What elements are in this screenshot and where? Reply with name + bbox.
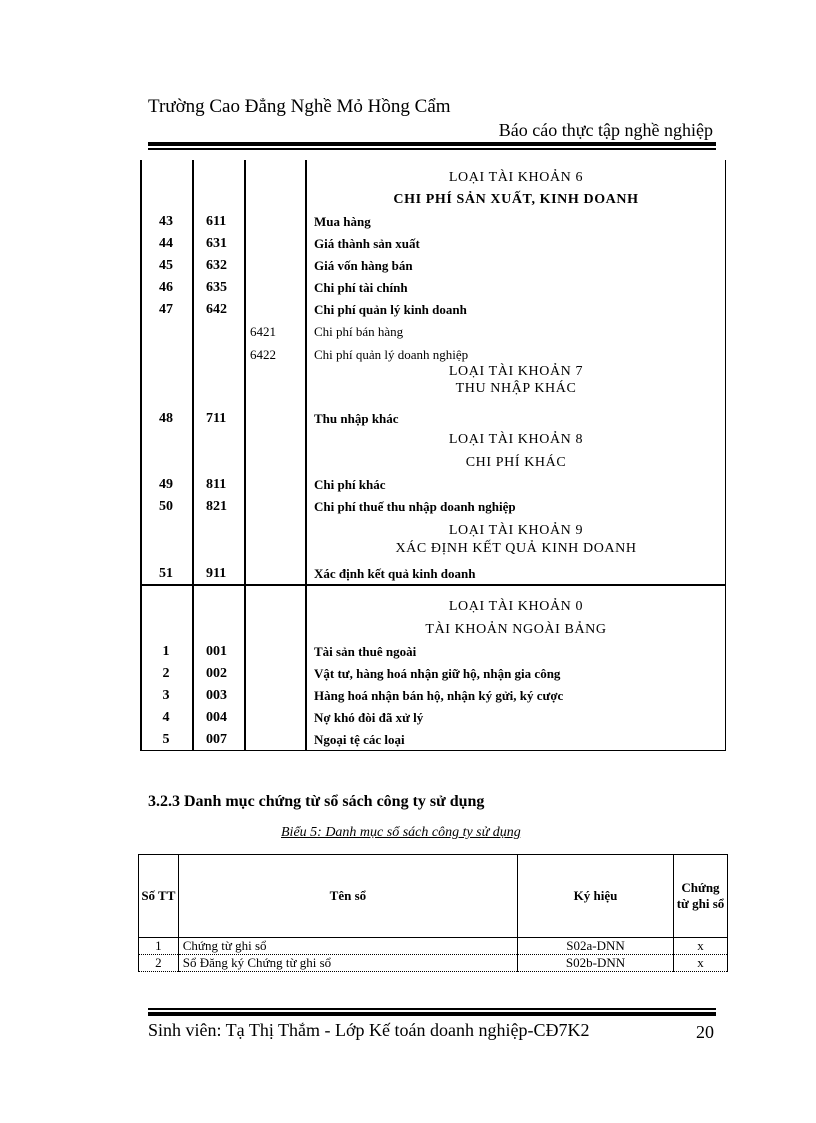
account-name: Chi phí quản lý doanh nghiệp <box>314 347 469 362</box>
account-code: 911 <box>206 566 227 581</box>
report-title: Báo cáo thực tập nghề nghiệp <box>498 120 713 140</box>
account-code: 821 <box>206 499 227 514</box>
table-row <box>140 280 726 300</box>
page-number: 20 <box>696 1022 714 1042</box>
row-number: 5 <box>162 732 170 747</box>
table-row <box>140 566 726 584</box>
account-name: Giá thành sản xuất <box>314 236 420 251</box>
account-code: 611 <box>206 214 227 229</box>
book-stt: 2 <box>139 955 179 972</box>
table-row <box>140 258 726 278</box>
row-number: 4 <box>162 710 170 725</box>
table-row <box>140 644 726 664</box>
table-header-row <box>139 855 728 938</box>
row-number: 48 <box>159 411 173 426</box>
account-name: Hàng hoá nhận bán hộ, nhận ký gửi, ký cược <box>314 688 564 703</box>
footer-rule-thin <box>148 1008 716 1010</box>
account-code: 004 <box>206 710 227 725</box>
row-number: 2 <box>162 666 170 681</box>
table-row <box>140 236 726 256</box>
row-number: 47 <box>159 302 173 317</box>
account-name: Ngoại tệ các loại <box>314 732 405 747</box>
row-number: 46 <box>159 280 173 295</box>
account-code: 002 <box>206 666 227 681</box>
section-title: LOẠI TÀI KHOẢN 0 <box>448 599 584 614</box>
account-name: Giá vốn hàng bán <box>314 258 413 273</box>
book-name: Chứng từ ghi sổ <box>178 938 517 955</box>
section-subtitle: XÁC ĐỊNH KẾT QUẢ KINH DOANH <box>395 541 637 556</box>
footer-rule-thick <box>148 1012 716 1016</box>
row-number: 44 <box>159 236 173 251</box>
table-row <box>139 955 728 972</box>
row-separator <box>140 584 726 586</box>
table-caption: Biểu 5: Danh mục sổ sách công ty sử dụng <box>281 825 521 840</box>
account-name: Xác định kết quả kinh doanh <box>314 566 476 581</box>
book-code: S02b-DNN <box>518 955 674 972</box>
table-row <box>140 214 726 234</box>
student-footer: Sinh viên: Tạ Thị Thắm - Lớp Kế toán doanh nghiệp-CĐ7K2 <box>148 1020 590 1040</box>
header-doc: Chứng từ ghi sổ <box>673 855 727 938</box>
book-stt: 1 <box>139 938 179 955</box>
table-row <box>140 302 726 322</box>
account-code: 711 <box>206 411 227 426</box>
header-rule-thin <box>148 148 716 150</box>
section-subtitle: CHI PHÍ SẢN XUẤT, KINH DOANH <box>393 192 639 207</box>
row-number: 1 <box>162 644 170 659</box>
header-rule-thick <box>148 142 716 146</box>
table-row <box>140 710 726 730</box>
books-table <box>138 854 728 972</box>
sub-account-code: 6421 <box>250 324 276 339</box>
account-code: 001 <box>206 644 227 659</box>
account-name: Mua hàng <box>314 214 371 229</box>
row-number: 43 <box>159 214 173 229</box>
account-name: Nợ khó đòi đã xử lý <box>314 710 424 725</box>
table-row <box>139 938 728 955</box>
book-mark: x <box>673 938 727 955</box>
account-code: 631 <box>206 236 227 251</box>
section-title: LOẠI TÀI KHOẢN 7 <box>448 364 584 379</box>
section-subtitle: CHI PHÍ KHÁC <box>465 455 567 470</box>
account-name: Chi phí bán hàng <box>314 324 404 339</box>
row-number: 3 <box>162 688 170 703</box>
table-row <box>140 688 726 708</box>
row-number: 51 <box>159 566 173 581</box>
table-row <box>140 732 726 750</box>
account-code: 811 <box>206 477 227 492</box>
header-code: Ký hiệu <box>518 855 674 938</box>
account-name: Chi phí tài chính <box>314 280 408 295</box>
header-stt: Số TT <box>139 855 179 938</box>
row-number: 45 <box>159 258 173 273</box>
table-row <box>140 411 726 431</box>
book-code: S02a-DNN <box>518 938 674 955</box>
account-code: 632 <box>206 258 227 273</box>
table-row <box>140 477 726 497</box>
table-row <box>140 324 726 344</box>
account-name: Tài sản thuê ngoài <box>314 644 417 659</box>
header-name: Tên sổ <box>178 855 517 938</box>
sub-account-code: 6422 <box>250 347 276 362</box>
account-name: Chi phí thuế thu nhập doanh nghiệp <box>314 499 516 514</box>
book-name: Sổ Đăng ký Chứng từ ghi sổ <box>178 955 517 972</box>
table-row <box>140 666 726 686</box>
account-name: Vật tư, hàng hoá nhận giữ hộ, nhận gia công <box>314 666 561 681</box>
account-code: 642 <box>206 302 227 317</box>
account-name: Chi phí khác <box>314 477 386 492</box>
account-name: Thu nhập khác <box>314 411 399 426</box>
account-code: 635 <box>206 280 227 295</box>
school-name: Trường Cao Đẳng Nghề Mỏ Hồng Cẩm <box>148 96 451 117</box>
account-code: 007 <box>206 732 227 747</box>
row-number: 50 <box>159 499 173 514</box>
row-number: 49 <box>159 477 173 492</box>
section-heading: 3.2.3 Danh mục chứng từ sổ sách công ty sử dụng <box>148 793 485 810</box>
section-title: LOẠI TÀI KHOẢN 8 <box>448 432 584 447</box>
section-title: LOẠI TÀI KHOẢN 6 <box>448 170 584 185</box>
section-subtitle: TÀI KHOẢN NGOÀI BẢNG <box>425 622 607 637</box>
section-subtitle: THU NHẬP KHÁC <box>455 381 577 396</box>
account-name: Chi phí quản lý kinh doanh <box>314 302 467 317</box>
book-mark: x <box>673 955 727 972</box>
section-title: LOẠI TÀI KHOẢN 9 <box>448 523 584 538</box>
account-table <box>140 160 726 751</box>
table-row <box>140 499 726 519</box>
account-code: 003 <box>206 688 227 703</box>
